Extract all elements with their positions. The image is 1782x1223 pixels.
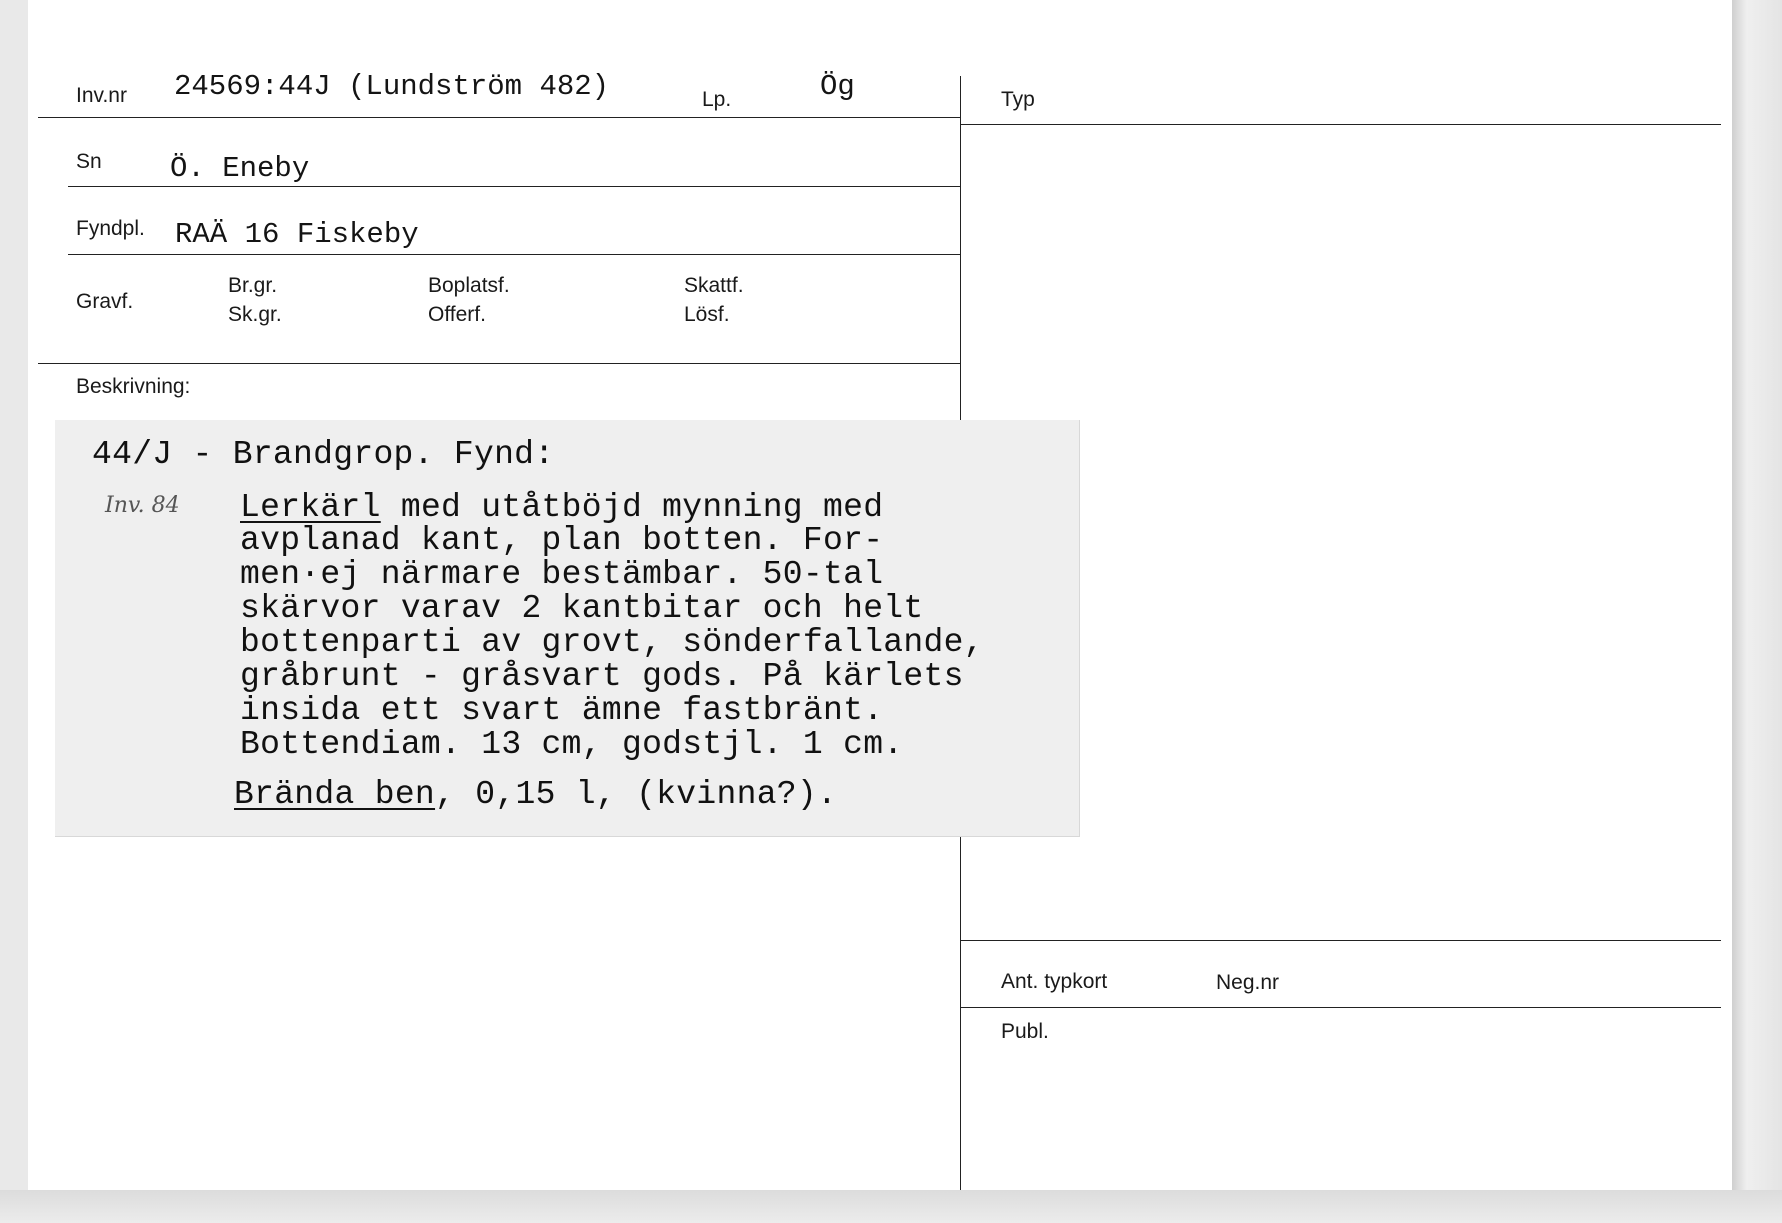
fyndpl-value: RAÄ 16 Fiskeby xyxy=(175,218,419,251)
card-edge-shadow xyxy=(1732,0,1782,1223)
card-bottom-shadow xyxy=(0,1190,1782,1223)
slip-line-3: men·ej närmare bestämbar. 50-tal xyxy=(240,556,884,593)
slip-line-4: skärvor varav 2 kantbitar och helt xyxy=(240,590,924,627)
slip-line-6: gråbrunt - gråsvart gods. På kärlets xyxy=(240,658,964,695)
inv-nr-label: Inv.nr xyxy=(76,84,127,107)
sn-label: Sn xyxy=(76,150,102,173)
divider-gravf xyxy=(38,363,960,364)
losf-label: Lösf. xyxy=(684,303,730,326)
br-gr-label: Br.gr. xyxy=(228,274,278,297)
sk-gr-label: Sk.gr. xyxy=(228,303,282,326)
divider-sn xyxy=(68,186,960,187)
slip-line-9 xyxy=(234,776,837,813)
typ-label: Typ xyxy=(1001,88,1035,111)
ant-typkort-label: Ant. typkort xyxy=(1001,970,1108,993)
slip-line-1-rest: med utåtböjd mynning med xyxy=(380,489,884,526)
inv-nr-value: 24569:44J (Lundström 482) xyxy=(174,70,610,103)
slip-line-2: avplanad kant, plan botten. For- xyxy=(240,522,884,559)
divider-inv xyxy=(38,117,960,118)
slip-line-9-rest: , 0,15 l, (kvinna?). xyxy=(435,776,838,813)
neg-nr-label: Neg.nr xyxy=(1216,971,1280,994)
sn-value: Ö. Eneby xyxy=(170,152,310,185)
lerkarl-underlined: Lerkärl xyxy=(240,489,381,526)
fyndpl-label: Fyndpl. xyxy=(76,217,145,240)
divider-fyndpl xyxy=(68,254,960,255)
lp-label: Lp. xyxy=(702,88,732,111)
boplatsf-label: Boplatsf. xyxy=(428,274,510,297)
offerf-label: Offerf. xyxy=(428,303,486,326)
skattf-label: Skattf. xyxy=(684,274,744,297)
divider-typ xyxy=(961,124,1721,125)
divider-ant-top xyxy=(961,940,1721,941)
lp-value: Ög xyxy=(820,70,855,103)
beskrivning-label: Beskrivning: xyxy=(76,375,191,398)
branda-ben-underlined: Brända ben xyxy=(234,776,436,813)
slip-line-1 xyxy=(240,489,883,526)
slip-heading: 44/J - Brandgrop. Fynd: xyxy=(92,436,555,473)
slip-line-5: bottenparti av grovt, sönderfallande, xyxy=(240,624,984,661)
slip-line-8: Bottendiam. 13 cm, godstjl. 1 cm. xyxy=(240,726,904,763)
gravf-label: Gravf. xyxy=(76,290,134,313)
slip-line-7: insida ett svart ämne fastbränt. xyxy=(240,692,884,729)
divider-publ xyxy=(961,1007,1721,1008)
handwritten-inv-note: Inv. 84 xyxy=(105,493,180,518)
publ-label: Publ. xyxy=(1001,1020,1049,1043)
